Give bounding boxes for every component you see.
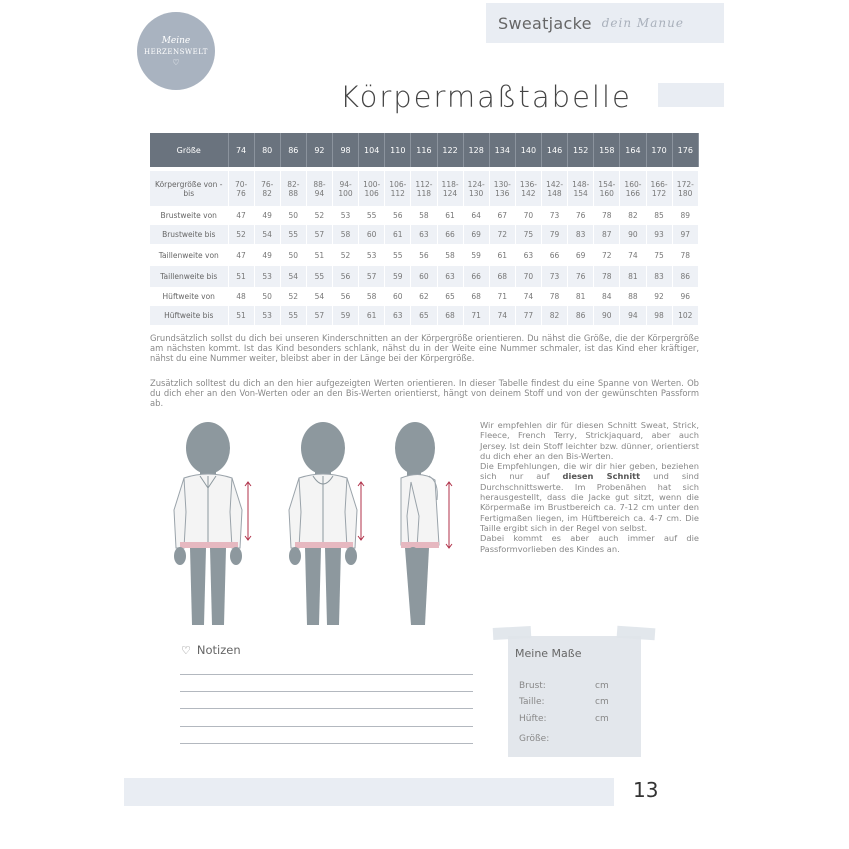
heading-decoration [658, 83, 724, 107]
table-cell: 84 [594, 287, 620, 306]
table-cell: 172- 180 [672, 171, 698, 206]
table-cell: 50 [280, 244, 306, 266]
table-header-row [150, 133, 699, 167]
table-cell: 100- 106 [359, 171, 385, 206]
table-cell: 67 [489, 206, 515, 225]
table-body [150, 167, 699, 325]
range-paragraph: Zusätzlich solltest du dich an den hier aufgezeigten Werten orientieren. In dieser Tabelle findest du eine Spanne von Werten. Ob du dich eher an den Von-Werten oder an den Bis-Werten orientierst, hängt von deinem Stoff und von der gewünschten Passform ab. [150, 378, 699, 408]
size-column-header: 176 [672, 133, 698, 167]
table-row [150, 171, 699, 206]
measure-unit-hip: cm [595, 714, 609, 724]
size-column-header: 116 [411, 133, 437, 167]
table-cell: 75 [646, 244, 672, 266]
tape-right-decoration [617, 626, 656, 641]
row-label: Körpergröße von - bis [150, 171, 228, 206]
table-cell: 75 [515, 225, 541, 244]
table-cell: 77 [515, 306, 541, 325]
row-label: Brustweite bis [150, 225, 228, 244]
table-cell: 51 [228, 266, 254, 287]
measure-unit-chest: cm [595, 681, 609, 691]
table-cell: 61 [437, 206, 463, 225]
table-cell: 154- 160 [594, 171, 620, 206]
size-column-header: 80 [254, 133, 280, 167]
table-cell: 62 [411, 287, 437, 306]
measure-unit-waist: cm [595, 697, 609, 707]
table-cell: 96 [672, 287, 698, 306]
table-cell: 78 [672, 244, 698, 266]
table-cell: 49 [254, 244, 280, 266]
table-header-size-label: Größe [150, 133, 228, 167]
size-column-header: 122 [437, 133, 463, 167]
child-figure-side-icon [385, 420, 475, 635]
recommendation-text-end: und sind Durchschnittswerte. Im Probenähen hat sich herausgestellt, dass die Jacke gut sitzt, wenn die Körpermaße im Brustbereich ca. 7-12 cm unter den Fertigmaßen liegen, im Hüftbereich ca. 4-7 cm. Die Taille ergibt sich in der Regel von selbst. [480, 471, 699, 533]
table-cell: 69 [568, 244, 594, 266]
note-line [180, 708, 473, 709]
measure-label-chest: Brust: [519, 681, 546, 691]
table-cell: 88- 94 [306, 171, 332, 206]
table-cell: 54 [254, 225, 280, 244]
table-cell: 90 [620, 225, 646, 244]
table-cell: 63 [385, 306, 411, 325]
table-cell: 142- 148 [542, 171, 568, 206]
table-cell: 47 [228, 206, 254, 225]
table-cell: 65 [411, 306, 437, 325]
size-column-header: 134 [489, 133, 515, 167]
size-column-header: 74 [228, 133, 254, 167]
table-cell: 81 [620, 266, 646, 287]
table-cell: 94 [620, 306, 646, 325]
table-cell: 78 [594, 206, 620, 225]
table-cell: 72 [489, 225, 515, 244]
pattern-title-banner [486, 3, 724, 43]
table-cell: 74 [489, 306, 515, 325]
table-row [150, 244, 699, 266]
table-cell: 52 [333, 244, 359, 266]
table-cell: 65 [437, 287, 463, 306]
table-cell: 63 [437, 266, 463, 287]
table-cell: 70- 76 [228, 171, 254, 206]
table-cell: 47 [228, 244, 254, 266]
table-cell: 51 [228, 306, 254, 325]
table-cell: 78 [594, 266, 620, 287]
table-cell: 58 [411, 206, 437, 225]
table-cell: 59 [385, 266, 411, 287]
table-cell: 60 [359, 225, 385, 244]
table-cell: 71 [463, 306, 489, 325]
designer-signature: dein Manue [601, 16, 684, 30]
row-label: Taillenweite von [150, 244, 228, 266]
footer-bar [124, 778, 614, 806]
table-cell: 124- 130 [463, 171, 489, 206]
table-cell: 51 [306, 244, 332, 266]
logo-heart-icon: ♡ [172, 57, 180, 67]
table-cell: 54 [306, 287, 332, 306]
table-cell: 130- 136 [489, 171, 515, 206]
logo-line-2: HERZENSWELT [144, 47, 208, 56]
table-cell: 64 [463, 206, 489, 225]
note-line [180, 691, 473, 692]
page-title: Körpermaßtabelle [340, 80, 632, 114]
table-cell: 58 [333, 225, 359, 244]
table-cell: 59 [333, 306, 359, 325]
row-label: Brustweite von [150, 206, 228, 225]
table-cell: 86 [672, 266, 698, 287]
table-cell: 49 [254, 206, 280, 225]
table-cell: 70 [515, 206, 541, 225]
table-cell: 68 [489, 266, 515, 287]
table-cell: 57 [306, 225, 332, 244]
note-line [180, 743, 473, 744]
size-column-header: 92 [306, 133, 332, 167]
table-cell: 53 [333, 206, 359, 225]
table-row [150, 306, 699, 325]
row-label: Hüftweite von [150, 287, 228, 306]
pattern-title: Sweatjacke [498, 13, 592, 33]
size-column-header: 158 [594, 133, 620, 167]
table-cell: 73 [542, 206, 568, 225]
size-column-header: 164 [620, 133, 646, 167]
table-cell: 53 [254, 306, 280, 325]
table-cell: 58 [437, 244, 463, 266]
intro-paragraph: Grundsätzlich sollst du dich bei unseren Kinderschnitten an der Körpergröße orientieren. Du nähst die Größe, die der Körpergröße am nächsten kommt. Ist das Kind besonders schlank, nähst du in der Weite eine Nummer schmaler, ist das Kind eher kräftiger, nähst du eine Nummer weiter, bleibst aber in der Länge bei der Körpergröße. [150, 333, 699, 363]
size-column-header: 86 [280, 133, 306, 167]
fabric-recommendation-text [480, 420, 699, 554]
table-cell: 71 [489, 287, 515, 306]
size-column-header: 104 [359, 133, 385, 167]
table-cell: 81 [568, 287, 594, 306]
note-line [180, 674, 473, 675]
table-cell: 52 [306, 206, 332, 225]
table-cell: 87 [594, 225, 620, 244]
table-row [150, 206, 699, 225]
tape-left-decoration [493, 626, 532, 640]
table-cell: 52 [228, 225, 254, 244]
table-cell: 148- 154 [568, 171, 594, 206]
size-column-header: 128 [463, 133, 489, 167]
table-cell: 83 [568, 225, 594, 244]
table-cell: 55 [280, 225, 306, 244]
table-cell: 66 [437, 225, 463, 244]
size-column-header: 170 [646, 133, 672, 167]
recommendation-paragraph-3: Dabei kommt es aber auch immer auf die Passformvorlieben des Kindes an. [480, 533, 699, 554]
table-cell: 93 [646, 225, 672, 244]
table-cell: 58 [359, 287, 385, 306]
my-measurements-title: Meine Maße [515, 647, 582, 660]
page-number: 13 [633, 778, 659, 802]
table-cell: 56 [385, 206, 411, 225]
table-cell: 53 [359, 244, 385, 266]
table-cell: 106- 112 [385, 171, 411, 206]
table-cell: 55 [306, 266, 332, 287]
table-cell: 61 [489, 244, 515, 266]
table-cell: 118- 124 [437, 171, 463, 206]
table-cell: 53 [254, 266, 280, 287]
logo-line-1: Meine [161, 35, 191, 46]
table-cell: 112- 118 [411, 171, 437, 206]
size-column-header: 152 [568, 133, 594, 167]
table-cell: 57 [359, 266, 385, 287]
table-cell: 68 [437, 306, 463, 325]
table-row [150, 287, 699, 306]
table-cell: 66 [463, 266, 489, 287]
table-cell: 76- 82 [254, 171, 280, 206]
table-cell: 73 [542, 266, 568, 287]
table-cell: 55 [280, 306, 306, 325]
table-cell: 90 [594, 306, 620, 325]
table-cell: 52 [280, 287, 306, 306]
size-column-header: 98 [333, 133, 359, 167]
child-figure-front-icon [160, 420, 260, 635]
table-cell: 97 [672, 225, 698, 244]
table-cell: 68 [463, 287, 489, 306]
size-chart-table [150, 133, 699, 325]
table-cell: 83 [646, 266, 672, 287]
table-cell: 54 [280, 266, 306, 287]
table-cell: 92 [646, 287, 672, 306]
table-cell: 98 [646, 306, 672, 325]
measure-label-hip: Hüfte: [519, 714, 547, 724]
table-cell: 56 [333, 287, 359, 306]
size-column-header: 140 [515, 133, 541, 167]
table-cell: 63 [515, 244, 541, 266]
recommendation-paragraph-1: Wir empfehlen dir für diesen Schnitt Sweat, Strick, Fleece, French Terry, Strickjaquard, aber auch Jersey. Ist dein Stoff leichter bzw. dünner, orientierst du dich eher an den Bis-Werten. [480, 420, 699, 461]
table-cell: 72 [594, 244, 620, 266]
table-cell: 76 [568, 206, 594, 225]
table-cell: 160- 166 [620, 171, 646, 206]
table-cell: 61 [359, 306, 385, 325]
table-cell: 88 [620, 287, 646, 306]
table-cell: 63 [411, 225, 437, 244]
recommendation-text-start: Die Empfehlungen, die wir dir hier geben, beziehen sich nur auf [480, 461, 699, 482]
table-row [150, 266, 699, 287]
measure-label-size: Größe: [519, 734, 550, 744]
notes-heading [181, 643, 241, 657]
table-cell: 70 [515, 266, 541, 287]
heart-outline-icon: ♡ [181, 643, 191, 657]
table-cell: 102 [672, 306, 698, 325]
table-cell: 66 [542, 244, 568, 266]
table-cell: 82 [542, 306, 568, 325]
table-cell: 78 [542, 287, 568, 306]
table-cell: 50 [280, 206, 306, 225]
note-line [180, 726, 473, 727]
table-cell: 82 [620, 206, 646, 225]
table-cell: 60 [385, 287, 411, 306]
notes-title: Notizen [196, 643, 241, 657]
table-cell: 94- 100 [333, 171, 359, 206]
size-column-header: 146 [542, 133, 568, 167]
table-cell: 61 [385, 225, 411, 244]
table-cell: 166- 172 [646, 171, 672, 206]
table-cell: 55 [359, 206, 385, 225]
row-label: Hüftweite bis [150, 306, 228, 325]
size-column-header: 110 [385, 133, 411, 167]
brand-logo [137, 12, 215, 90]
measure-label-waist: Taille: [519, 697, 545, 707]
table-cell: 50 [254, 287, 280, 306]
table-cell: 74 [620, 244, 646, 266]
child-figure-back-icon [275, 420, 375, 635]
table-row [150, 225, 699, 244]
table-cell: 57 [306, 306, 332, 325]
table-cell: 60 [411, 266, 437, 287]
table-cell: 69 [463, 225, 489, 244]
table-cell: 76 [568, 266, 594, 287]
table-cell: 82- 88 [280, 171, 306, 206]
table-cell: 59 [463, 244, 489, 266]
table-cell: 79 [542, 225, 568, 244]
recommendation-paragraph-2 [480, 461, 699, 533]
table-cell: 48 [228, 287, 254, 306]
row-label: Taillenweite bis [150, 266, 228, 287]
table-cell: 89 [672, 206, 698, 225]
table-cell: 56 [411, 244, 437, 266]
table-cell: 136- 142 [515, 171, 541, 206]
table-cell: 85 [646, 206, 672, 225]
table-cell: 86 [568, 306, 594, 325]
recommendation-emphasis: diesen Schnitt [562, 471, 641, 482]
table-cell: 74 [515, 287, 541, 306]
table-cell: 56 [333, 266, 359, 287]
table-cell: 55 [385, 244, 411, 266]
